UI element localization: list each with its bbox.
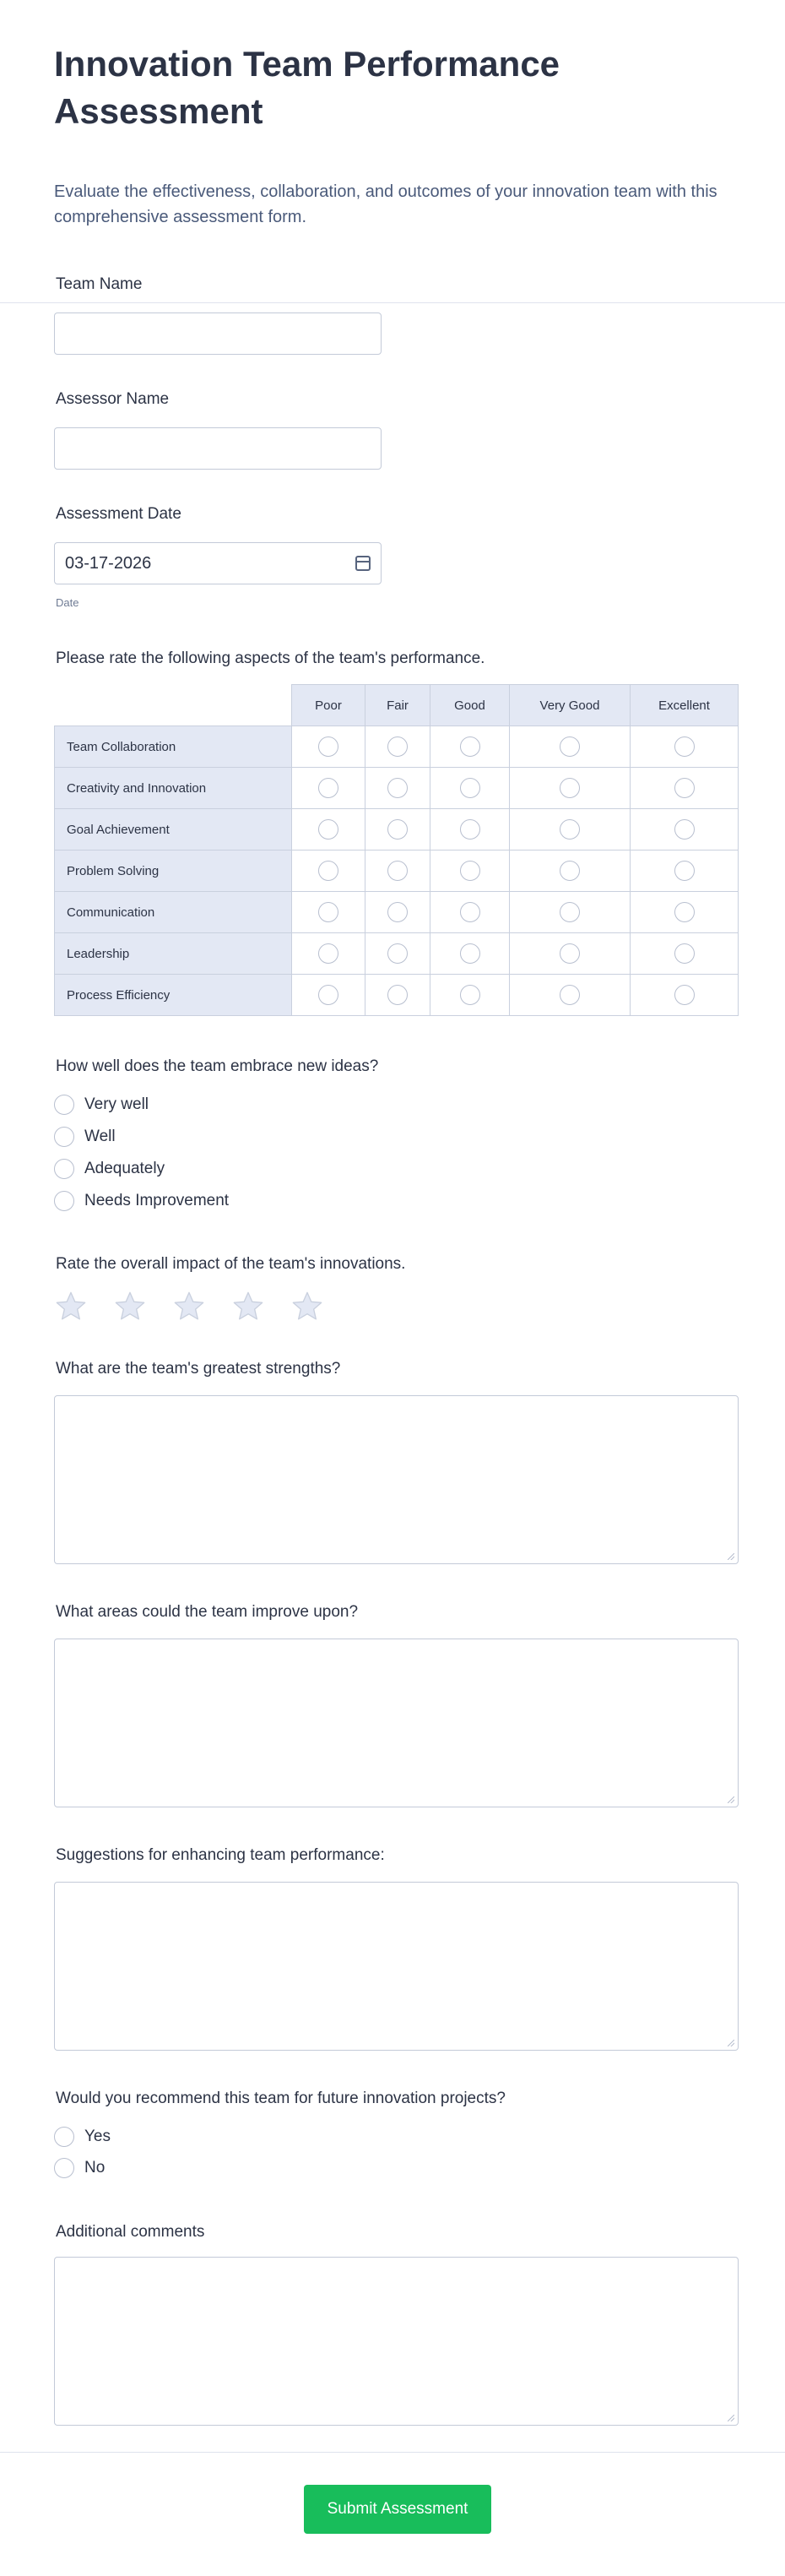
matrix-cell: [292, 933, 365, 975]
embrace-option[interactable]: [54, 1191, 229, 1211]
matrix-cell: [631, 892, 739, 933]
embrace-option[interactable]: [54, 1095, 149, 1115]
recommend-option[interactable]: [54, 2158, 105, 2178]
matrix-row-label: Creativity and Innovation: [55, 768, 292, 809]
team-name-label: Team Name: [56, 275, 143, 293]
matrix-cell: [292, 726, 365, 768]
matrix-cell: [510, 726, 631, 768]
matrix-cell: [365, 933, 430, 975]
embrace-question: How well does the team embrace new ideas?: [56, 1057, 379, 1075]
matrix-column-header: Very Good: [510, 685, 631, 726]
matrix-cell: [510, 892, 631, 933]
matrix-cell: [365, 768, 430, 809]
matrix-radio[interactable]: [318, 736, 338, 757]
matrix-radio[interactable]: [387, 736, 408, 757]
radio-button[interactable]: [54, 2158, 74, 2178]
matrix-row: [55, 768, 739, 809]
matrix-column-header: Poor: [292, 685, 365, 726]
matrix-column-header: Excellent: [631, 685, 739, 726]
strengths-textarea[interactable]: [54, 1395, 739, 1564]
comments-textarea[interactable]: [54, 2257, 739, 2426]
matrix-cell: [631, 726, 739, 768]
submit-button[interactable]: Submit Assessment: [304, 2485, 491, 2534]
matrix-radio[interactable]: [318, 778, 338, 798]
matrix-cell: [631, 975, 739, 1016]
date-sublabel: Date: [56, 596, 79, 609]
matrix-cell: [510, 851, 631, 892]
assessor-name-label: Assessor Name: [56, 390, 170, 408]
option-label: Well: [84, 1128, 116, 1145]
date-value: 03-17-2026: [65, 553, 152, 573]
impact-question: Rate the overall impact of the team's innovations.: [56, 1255, 406, 1273]
assessment-date-input[interactable]: [54, 542, 382, 584]
matrix-radio[interactable]: [674, 819, 695, 840]
star-rating[interactable]: [54, 1290, 324, 1323]
matrix-radio[interactable]: [460, 861, 480, 881]
strengths-label: What are the team's greatest strengths?: [56, 1360, 341, 1378]
matrix-radio[interactable]: [387, 943, 408, 964]
matrix-row-label: Problem Solving: [55, 851, 292, 892]
matrix-cell: [292, 975, 365, 1016]
matrix-cell: [631, 851, 739, 892]
radio-button[interactable]: [54, 1159, 74, 1179]
matrix-cell: [631, 768, 739, 809]
matrix-radio[interactable]: [387, 985, 408, 1005]
matrix-radio[interactable]: [387, 819, 408, 840]
matrix-corner: [55, 685, 292, 726]
matrix-radio[interactable]: [318, 861, 338, 881]
matrix-radio[interactable]: [387, 902, 408, 922]
embrace-option[interactable]: [54, 1127, 116, 1147]
matrix-radio[interactable]: [674, 778, 695, 798]
matrix-radio[interactable]: [460, 778, 480, 798]
matrix-radio[interactable]: [560, 943, 580, 964]
matrix-row: [55, 809, 739, 851]
matrix-radio[interactable]: [560, 819, 580, 840]
matrix-column-header: Good: [430, 685, 510, 726]
matrix-radio[interactable]: [460, 985, 480, 1005]
matrix-cell: [365, 975, 430, 1016]
matrix-radio[interactable]: [560, 778, 580, 798]
matrix-cell: [430, 975, 510, 1016]
matrix-cell: [365, 851, 430, 892]
matrix-radio[interactable]: [460, 736, 480, 757]
matrix-radio[interactable]: [674, 985, 695, 1005]
radio-button[interactable]: [54, 1191, 74, 1211]
team-name-input[interactable]: [54, 312, 382, 355]
form-subtitle: Evaluate the effectiveness, collaboration, and outcomes of your innovation team with this comprehensive assessment form.: [54, 182, 717, 226]
option-label: Needs Improvement: [84, 1192, 230, 1209]
matrix-cell: [430, 726, 510, 768]
matrix-cell: [510, 809, 631, 851]
matrix-radio[interactable]: [560, 902, 580, 922]
recommend-question: Would you recommend this team for future innovation projects?: [56, 2090, 506, 2107]
matrix-radio[interactable]: [560, 985, 580, 1005]
matrix-row: [55, 726, 739, 768]
star-icon[interactable]: [113, 1290, 147, 1323]
matrix-radio[interactable]: [318, 943, 338, 964]
recommend-option[interactable]: [54, 2127, 111, 2147]
star-icon[interactable]: [172, 1290, 206, 1323]
improve-label: What areas could the team improve upon?: [56, 1603, 359, 1621]
star-icon[interactable]: [290, 1290, 324, 1323]
matrix-radio[interactable]: [460, 943, 480, 964]
matrix-radio[interactable]: [318, 819, 338, 840]
matrix-radio[interactable]: [674, 736, 695, 757]
matrix-cell: [430, 768, 510, 809]
embrace-option[interactable]: [54, 1159, 165, 1179]
matrix-cell: [292, 768, 365, 809]
comments-label: Additional comments: [56, 2223, 205, 2241]
matrix-column-header: Fair: [365, 685, 430, 726]
form-title: Innovation Team Performance Assessment: [54, 44, 560, 131]
matrix-radio[interactable]: [674, 902, 695, 922]
improve-textarea[interactable]: [54, 1639, 739, 1807]
header-divider: [0, 302, 785, 303]
star-icon[interactable]: [231, 1290, 265, 1323]
suggestions-label: Suggestions for enhancing team performance:: [56, 1846, 385, 1864]
matrix-radio[interactable]: [674, 861, 695, 881]
rating-matrix: [54, 684, 739, 1016]
matrix-row-label: Leadership: [55, 933, 292, 975]
option-label: Yes: [84, 2128, 111, 2145]
matrix-row: [55, 892, 739, 933]
assessment-date-label: Assessment Date: [56, 505, 181, 523]
matrix-cell: [430, 851, 510, 892]
matrix-cell: [365, 892, 430, 933]
matrix-cell: [510, 768, 631, 809]
matrix-row-label: Team Collaboration: [55, 726, 292, 768]
matrix-cell: [292, 851, 365, 892]
option-label: No: [84, 2159, 106, 2177]
matrix-cell: [631, 933, 739, 975]
matrix-row: [55, 933, 739, 975]
radio-button[interactable]: [54, 1127, 74, 1147]
matrix-radio[interactable]: [318, 985, 338, 1005]
matrix-cell: [292, 809, 365, 851]
matrix-radio[interactable]: [460, 902, 480, 922]
matrix-row-label: Communication: [55, 892, 292, 933]
star-icon[interactable]: [54, 1290, 88, 1323]
matrix-radio[interactable]: [387, 861, 408, 881]
matrix-cell: [430, 933, 510, 975]
matrix-radio[interactable]: [560, 736, 580, 757]
matrix-row: [55, 851, 739, 892]
matrix-cell: [292, 892, 365, 933]
matrix-radio[interactable]: [460, 819, 480, 840]
calendar-icon[interactable]: [355, 556, 371, 571]
radio-button[interactable]: [54, 2127, 74, 2147]
radio-button[interactable]: [54, 1095, 74, 1115]
matrix-row-label: Process Efficiency: [55, 975, 292, 1016]
matrix-cell: [365, 726, 430, 768]
suggestions-textarea[interactable]: [54, 1882, 739, 2051]
matrix-radio[interactable]: [560, 861, 580, 881]
option-label: Adequately: [84, 1160, 165, 1177]
matrix-row: [55, 975, 739, 1016]
matrix-question: Please rate the following aspects of the team's performance.: [56, 649, 485, 667]
matrix-cell: [631, 809, 739, 851]
matrix-radio[interactable]: [674, 943, 695, 964]
matrix-cell: [365, 809, 430, 851]
option-label: Very well: [84, 1095, 149, 1113]
matrix-radio[interactable]: [318, 902, 338, 922]
footer-divider: [0, 2452, 785, 2453]
matrix-cell: [510, 975, 631, 1016]
assessor-name-input[interactable]: [54, 427, 382, 470]
matrix-cell: [430, 892, 510, 933]
matrix-row-label: Goal Achievement: [55, 809, 292, 851]
matrix-radio[interactable]: [387, 778, 408, 798]
matrix-cell: [510, 933, 631, 975]
matrix-cell: [430, 809, 510, 851]
